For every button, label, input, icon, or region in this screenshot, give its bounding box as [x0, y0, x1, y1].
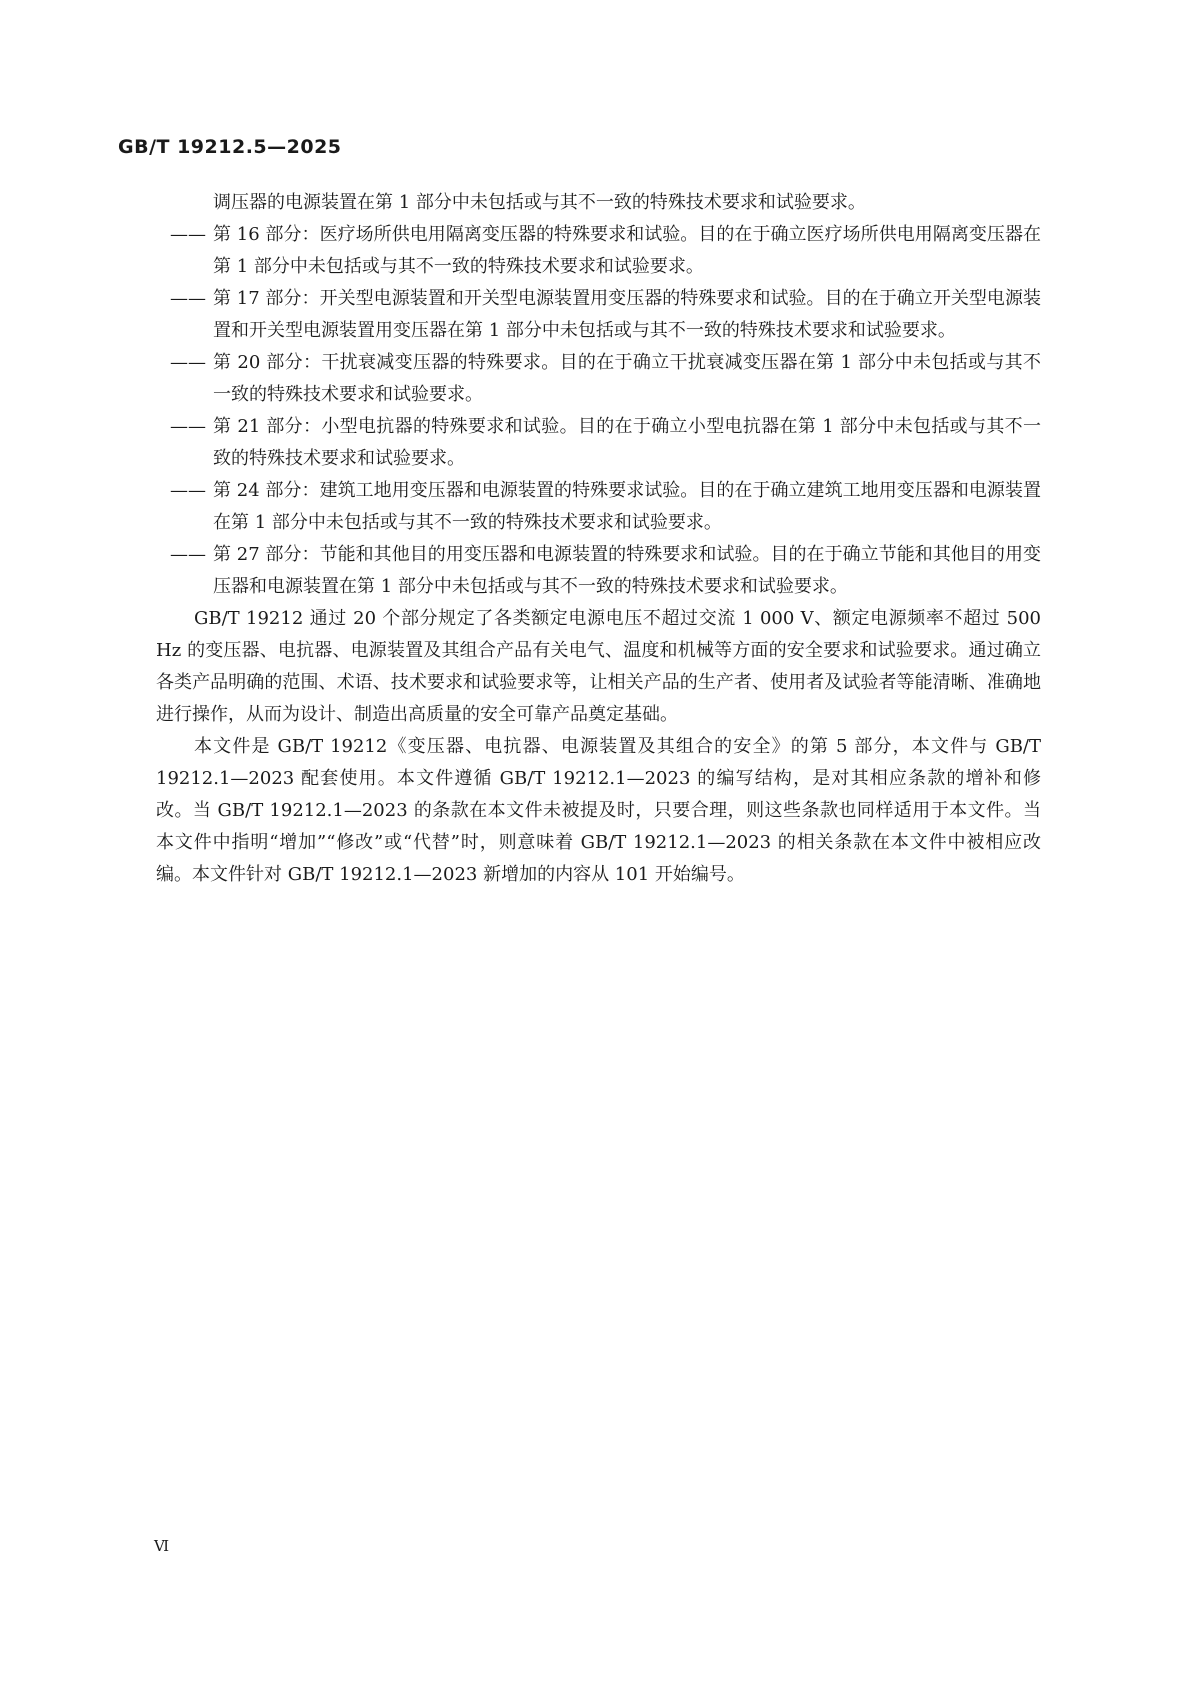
list-item-text: 第 21 部分：小型电抗器的特殊要求和试验。目的在于确立小型电抗器在第 1 部分中未包括或与其不一致的特殊技术要求和试验要求。 [213, 416, 1041, 469]
list-item-text: 第 16 部分：医疗场所供电用隔离变压器的特殊要求和试验。目的在于确立医疗场所供电用隔离变压器在第 1 部分中未包括或与其不一致的特殊技术要求和试验要求。 [213, 224, 1041, 277]
list-dash: —— [170, 544, 206, 565]
list-item-part-17 [156, 283, 1041, 347]
list-dash: —— [170, 416, 206, 437]
list-item-text: 第 24 部分：建筑工地用变压器和电源装置的特殊要求试验。目的在于确立建筑工地用变压器和电源装置在第 1 部分中未包括或与其不一致的特殊技术要求和试验要求。 [213, 480, 1041, 533]
list-dash: —— [170, 480, 206, 501]
list-item-text: 调压器的电源装置在第 1 部分中未包括或与其不一致的特殊技术要求和试验要求。 [213, 192, 866, 213]
list-item-part-16 [156, 219, 1041, 283]
list-item-part-21 [156, 411, 1041, 475]
list-item-part-24 [156, 475, 1041, 539]
list-item-text: 第 17 部分：开关型电源装置和开关型电源装置用变压器的特殊要求和试验。目的在于确立开关型电源装置和开关型电源装置用变压器在第 1 部分中未包括或与其不一致的特殊技术要求和试验要求。 [213, 288, 1041, 341]
document-body [156, 187, 1041, 891]
list-item-text: 第 27 部分：节能和其他目的用变压器和电源装置的特殊要求和试验。目的在于确立节能和其他目的用变压器和电源装置在第 1 部分中未包括或与其不一致的特殊技术要求和试验要求。 [213, 544, 1041, 597]
list-item-continuation [156, 187, 1041, 219]
paragraph-relationship: 本文件是 GB/T 19212《变压器、电抗器、电源装置及其组合的安全》的第 5 部分，本文件与 GB/T 19212.1—2023 配套使用。本文件遵循 GB/T 19212.1—2023 的编写结构，是对其相应条款的增补和修改。当 GB/T 19212.1—2023 的条款在本文件未被提及时，只要合理，则这些条款也同样适用于本文件。当本文件中指明“增加”“修改”或“代替”时，则意味着 GB/T 19212.1—2023 的相关条款在本文件中被相应改编。本文件针对 GB/T 19212.1—2023 新增加的内容从 101 开始编号。 [156, 736, 1041, 885]
list-item-part-27 [156, 539, 1041, 603]
paragraph-scope: GB/T 19212 通过 20 个部分规定了各类额定电源电压不超过交流 1 000 V、额定电源频率不超过 500 Hz 的变压器、电抗器、电源装置及其组合产品有关电气、温度和机械等方面的安全要求和试验要求。通过确立各类产品明确的范围、术语、技术要求和试验要求等，让相关产品的生产者、使用者及试验者等能清晰、准确地进行操作，从而为设计、制造出高质量的安全可靠产品奠定基础。 [156, 608, 1041, 725]
list-item-part-20 [156, 347, 1041, 411]
page-number: Ⅵ [154, 1537, 170, 1555]
list-dash: —— [170, 352, 206, 373]
list-dash: —— [170, 224, 206, 245]
document-code-header: GB/T 19212.5—2025 [118, 136, 342, 158]
list-item-text: 第 20 部分：干扰衰减变压器的特殊要求。目的在于确立干扰衰减变压器在第 1 部分中未包括或与其不一致的特殊技术要求和试验要求。 [213, 352, 1041, 405]
list-dash: —— [170, 288, 206, 309]
